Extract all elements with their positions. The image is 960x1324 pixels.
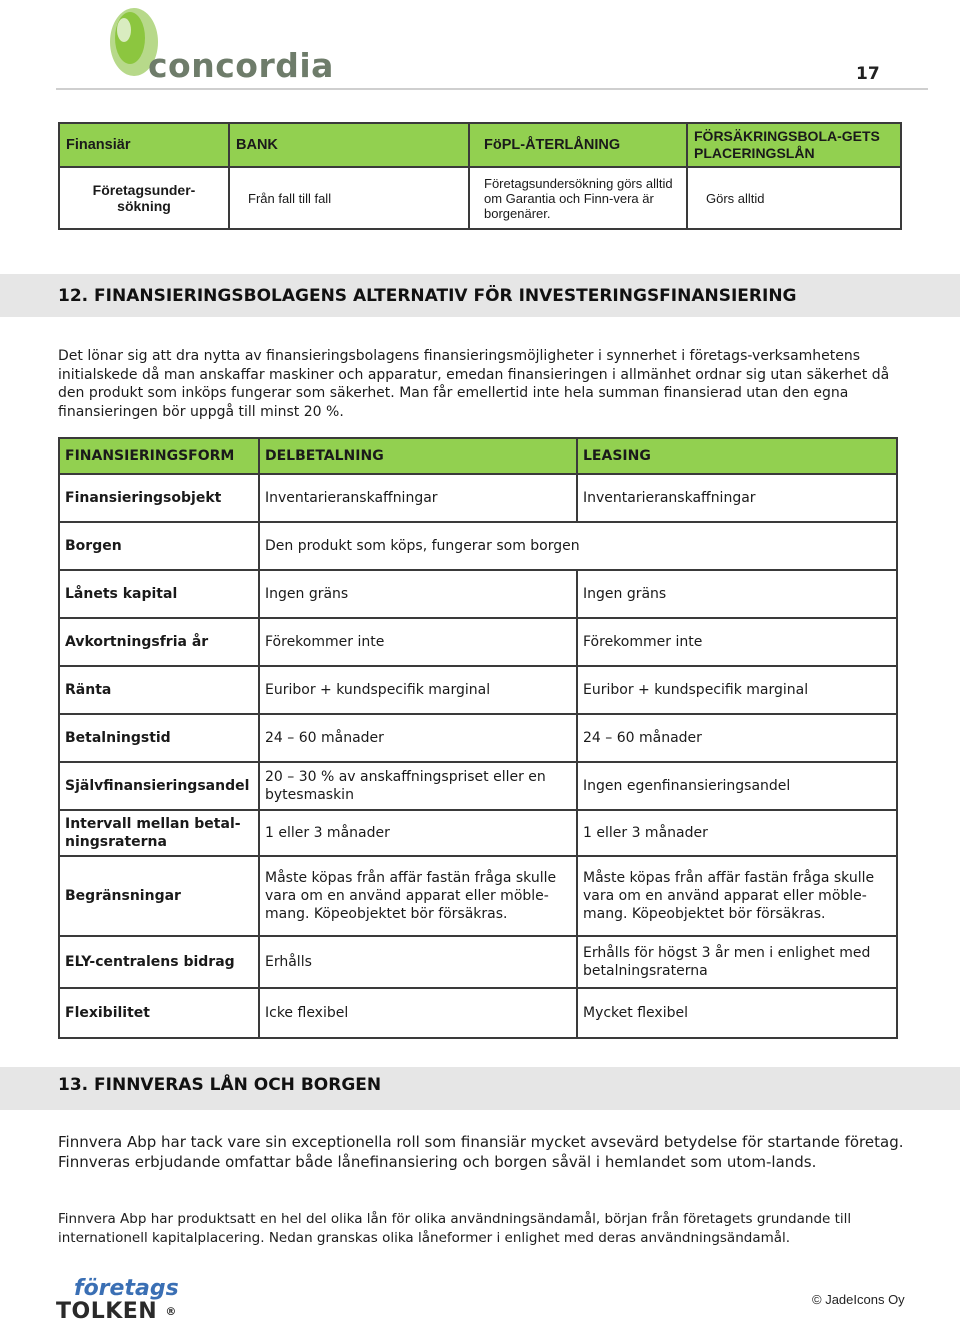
table-header-cell: LEASING bbox=[577, 438, 897, 474]
table-cell: Måste köpas från affär fastän fråga skulle vara om en använd apparat eller möble-mang. Köpeobjektet bör försäkras. bbox=[259, 856, 577, 936]
table-cell: Företagsunder-sökning bbox=[59, 167, 229, 229]
table-cell: Företagsundersökning görs alltid om Garantia och Finn-vera är borgenärer. bbox=[469, 167, 687, 229]
table-row bbox=[59, 988, 897, 1038]
table-cell: Ingen egenfinansieringsandel bbox=[577, 762, 897, 810]
table-row bbox=[59, 474, 897, 522]
table-cell: 24 – 60 månader bbox=[577, 714, 897, 762]
table-cell: Förekommer inte bbox=[577, 618, 897, 666]
section-13-paragraph-2: Finnvera Abp har produktsatt en hel del olika lån för olika användningsändamål, början från företagets grundande till internationell kapitalplacering. Nedan granskas olika låneformer i enlighet med deras användningsändamål. bbox=[58, 1211, 852, 1246]
table-cell: Euribor + kundspecifik marginal bbox=[577, 666, 897, 714]
row-label: Borgen bbox=[59, 522, 259, 570]
table-cell: Inventarieranskaffningar bbox=[577, 474, 897, 522]
row-label: Flexibilitet bbox=[59, 988, 259, 1038]
row-label: Finansieringsobjekt bbox=[59, 474, 259, 522]
table-row bbox=[59, 714, 897, 762]
table-row bbox=[59, 618, 897, 666]
table-cell: Den produkt som köps, fungerar som borgen bbox=[259, 522, 897, 570]
section-12-title: 12. FINANSIERINGSBOLAGENS ALTERNATIV FÖR INVESTERINGSFINANSIERING bbox=[58, 286, 797, 306]
table-header-cell: FINANSIERINGSFORM bbox=[59, 438, 259, 474]
table-row bbox=[59, 856, 897, 936]
table-cell: 1 eller 3 månader bbox=[259, 810, 577, 856]
page-number: 17 bbox=[856, 64, 880, 84]
row-label: Begränsningar bbox=[59, 856, 259, 936]
row-label: Avkortningsfria år bbox=[59, 618, 259, 666]
section-13-paragraph-1: Finnvera Abp har tack vare sin exceptionella roll som finansiär mycket avsevärd betydelse för startande företag. Finnveras erbjudande omfattar både lånefinansiering och borgen såväl i hemlandet som utom-lands. bbox=[58, 1133, 904, 1171]
financier-table bbox=[58, 122, 902, 230]
section-12-paragraph: Det lönar sig att dra nytta av finansieringsbolagens finansieringsmöjligheter i synnerhet i företags-verksamhetens initialskede då man anskaffar maskiner och apparatur, emedan finansieringen i allmänhet ordnar sig utan säkerhet då den produkt som inköps fungerar som säkerhet. Man får emellertid inte hela summan finansierad utan den egna finansieringen bör uppgå till minst 20 %. bbox=[58, 348, 890, 420]
table-header-cell: BANK bbox=[229, 123, 469, 167]
table-cell: Erhålls bbox=[259, 936, 577, 988]
financing-form-table bbox=[58, 437, 898, 1039]
table-header-cell: DELBETALNING bbox=[259, 438, 577, 474]
row-label: ELY-centralens bidrag bbox=[59, 936, 259, 988]
table-row bbox=[59, 522, 897, 570]
table-cell: Ingen gräns bbox=[577, 570, 897, 618]
table-row bbox=[59, 810, 897, 856]
section-13-title: 13. FINNVERAS LÅN OCH BORGEN bbox=[58, 1075, 382, 1095]
table-row bbox=[59, 570, 897, 618]
table-header-row bbox=[59, 438, 897, 474]
table-cell: Mycket flexibel bbox=[577, 988, 897, 1038]
table-cell: Inventarieranskaffningar bbox=[259, 474, 577, 522]
table-cell: 20 – 30 % av anskaffningspriset eller en bytesmaskin bbox=[259, 762, 577, 810]
table-cell: 1 eller 3 månader bbox=[577, 810, 897, 856]
registered-mark: ® bbox=[165, 1305, 177, 1318]
table-cell: Ingen gräns bbox=[259, 570, 577, 618]
foretagstolken-logo bbox=[56, 1278, 179, 1324]
table-cell: Erhålls för högst 3 år men i enlighet med betalningsraterna bbox=[577, 936, 897, 988]
table-row bbox=[59, 666, 897, 714]
table-header-cell: Finansiär bbox=[59, 123, 229, 167]
header-divider bbox=[56, 88, 928, 90]
copyright-text: © JadeIcons Oy bbox=[812, 1292, 905, 1307]
table-row bbox=[59, 936, 897, 988]
row-label: Lånets kapital bbox=[59, 570, 259, 618]
row-label: Intervall mellan betal-ningsraterna bbox=[59, 810, 259, 856]
table-cell: Förekommer inte bbox=[259, 618, 577, 666]
row-label: Betalningstid bbox=[59, 714, 259, 762]
table-header-cell: FÖRSÄKRINGSBOLA-GETS PLACERINGSLÅN bbox=[687, 123, 901, 167]
logo-line-1: företags bbox=[74, 1276, 179, 1301]
table-cell: Från fall till fall bbox=[229, 167, 469, 229]
table-cell: Euribor + kundspecifik marginal bbox=[259, 666, 577, 714]
row-label: Ränta bbox=[59, 666, 259, 714]
table-cell: Görs alltid bbox=[687, 167, 901, 229]
row-label: Självfinansieringsandel bbox=[59, 762, 259, 810]
table-row bbox=[59, 167, 901, 229]
table-cell: 24 – 60 månader bbox=[259, 714, 577, 762]
table-header-cell: FöPL-ÅTERLÅNING bbox=[469, 123, 687, 167]
table-cell: Måste köpas från affär fastän fråga skulle vara om en använd apparat eller möble-mang. Köpeobjektet bör försäkras. bbox=[577, 856, 897, 936]
logo-line-2: TOLKEN bbox=[56, 1299, 158, 1324]
logo-text: concordia bbox=[148, 46, 334, 85]
table-cell: Icke flexibel bbox=[259, 988, 577, 1038]
table-header-row bbox=[59, 123, 901, 167]
table-row bbox=[59, 762, 897, 810]
